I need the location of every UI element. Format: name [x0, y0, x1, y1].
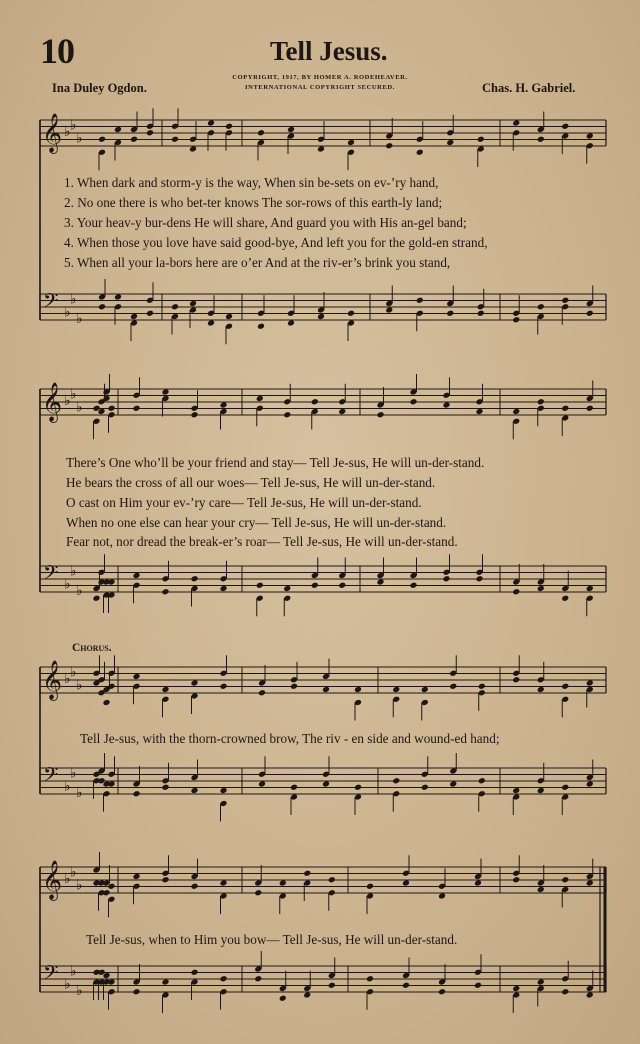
flat-icon: ♭	[70, 291, 77, 308]
flat-icon: ♭	[76, 677, 83, 694]
flat-icon: ♭	[76, 785, 83, 801]
flat-icon: ♭	[70, 864, 77, 881]
system-2-bass-note	[191, 575, 199, 582]
system-2-bass-note	[476, 575, 484, 582]
verse-3-line-b: O cast on Him your ev-’ry care— Tell Je-sus, He will un-der-stand.	[66, 495, 422, 510]
system-2-bass-note	[133, 572, 141, 579]
system-1-treble-note	[347, 139, 355, 146]
system-3-treble-note	[191, 680, 199, 687]
system-2-bass-note	[93, 595, 101, 602]
system-1-treble-note	[477, 136, 485, 143]
system-3-treble-note	[220, 683, 228, 690]
chorus-label: Chorus.	[72, 642, 112, 654]
system-1-treble-note	[586, 133, 594, 140]
system-4-treble-note	[303, 870, 311, 877]
system-4-bass-note	[108, 979, 116, 986]
system-3-treble-note	[421, 686, 429, 693]
system-1-bass-note	[586, 310, 594, 317]
system-4-bass-note	[474, 982, 482, 989]
system-1-bass-note	[287, 320, 295, 327]
system-1-bass-note	[317, 313, 325, 320]
system-4-treble-note	[512, 876, 520, 883]
system-1-bass-note	[385, 307, 393, 314]
system-2-treble-note	[537, 398, 545, 405]
system-1-bass-note	[477, 310, 485, 317]
system-4-bass-note	[279, 995, 287, 1002]
system-4-treble-note	[366, 883, 374, 890]
system-2-treble-note	[108, 405, 116, 412]
system-3-treble-note	[354, 686, 362, 693]
system-3-bass-note	[191, 787, 199, 794]
system-4-bass-note	[512, 985, 520, 992]
system-2-bass-note	[443, 575, 451, 582]
system-2-bass-note	[283, 585, 291, 592]
system-1-bass-note	[98, 303, 106, 310]
chorus-line-1: Tell Je-sus, with the thorn-crowned brow, The riv - en side and wound-ed hand;	[80, 731, 500, 746]
system-2-treble-note	[311, 398, 319, 405]
system-2-treble-note	[191, 411, 199, 418]
system-1-treble-note	[207, 120, 215, 127]
flat-icon: ♭	[76, 311, 83, 327]
system-3-treble-note	[322, 686, 330, 693]
system-2-bass-note	[108, 579, 116, 586]
system-2-treble-note	[256, 395, 264, 402]
flat-icon: ♭	[70, 117, 77, 134]
system-1-bass-note	[225, 313, 233, 320]
system-3-bass-note	[512, 787, 520, 794]
system-2-bass-note	[220, 585, 228, 592]
bass-clef-icon: 𝄢	[43, 561, 59, 589]
verse-5-line-b: Fear not, nor dread the break-er’s roar— Tell Je-sus, He will un-der-stand.	[66, 534, 458, 549]
system-1-bass-note	[537, 303, 545, 310]
system-3-bass-note	[449, 781, 457, 788]
system-1-treble-note	[416, 149, 424, 156]
system-3-bass-note	[108, 781, 116, 788]
system-3-bass-note	[133, 790, 141, 797]
system-1-treble-note	[257, 129, 265, 136]
system-4-treble-note	[191, 883, 199, 890]
system-2-treble-note	[561, 405, 569, 412]
system-4-treble-note	[279, 880, 287, 887]
flat-icon: ♭	[70, 664, 77, 681]
system-1-bass-note	[416, 297, 424, 304]
system-4-treble-note	[220, 880, 228, 887]
bass-clef-icon: 𝄢	[43, 289, 59, 317]
system-4-bass-note	[133, 988, 141, 995]
flat-icon: ♭	[70, 386, 77, 403]
composer-credit: Chas. H. Gabriel.	[482, 81, 576, 95]
verse-1-line-a: 1. When dark and storm-y is the way, When sin be-sets on ev-’ry hand,	[64, 175, 439, 190]
copyright-notice	[200, 73, 440, 93]
system-1-bass-note	[189, 300, 197, 307]
verse-4-line-a: 4. When those you love have said good-bye, And left you for the gold-en strand,	[64, 235, 488, 250]
verse-2-line-b: He bears the cross of all our woes— Tell Je-sus, He will un-der-stand.	[66, 475, 436, 490]
system-4-bass-note	[191, 969, 199, 976]
system-4-bass-note	[254, 975, 262, 982]
system-4-treble-note	[586, 880, 594, 887]
bass-clef-icon: 𝄢	[43, 961, 59, 989]
system-3-treble-note	[449, 683, 457, 690]
system-4-treble-note	[402, 880, 410, 887]
system-1-bass-note	[171, 303, 179, 310]
treble-clef-icon: 𝄞	[42, 113, 63, 153]
system-1-treble-note	[561, 123, 569, 130]
system-4-bass-note	[366, 975, 374, 982]
flat-icon: ♭	[70, 963, 77, 980]
system-2-bass-note	[256, 582, 264, 589]
system-2-bass-note	[410, 582, 418, 589]
treble-clef-icon: 𝄞	[42, 860, 63, 900]
system-3-treble-note	[392, 686, 400, 693]
flat-icon: ♭	[64, 393, 71, 409]
system-1-treble-note	[537, 136, 545, 143]
system-3-bass-note	[290, 784, 298, 791]
system-3-treble-note	[290, 683, 298, 690]
system-4-bass-note	[586, 992, 594, 999]
system-4-treble-note	[561, 876, 569, 883]
system-1-treble-note	[114, 126, 122, 133]
flat-icon: ♭	[64, 778, 71, 795]
verse-5-line-a: 5. When all your la-bors here are o’er And at the riv-er’s brink you stand,	[64, 255, 451, 270]
system-3-treble-note	[103, 699, 111, 706]
system-3-bass-note	[586, 781, 594, 788]
system-3-treble-note	[586, 680, 594, 687]
system-4-treble-note	[474, 880, 482, 887]
system-2-treble-note	[283, 411, 291, 418]
system-1-bass-note	[257, 323, 265, 330]
system-4-treble-note	[254, 889, 262, 896]
system-1-bass-note	[347, 310, 355, 317]
system-2-bass-note	[512, 588, 520, 595]
flat-icon: ♭	[64, 124, 71, 140]
system-1-bass-note	[114, 294, 122, 301]
system-3-treble-note	[512, 676, 520, 683]
system-1-treble-note	[446, 139, 454, 146]
system-2-treble-note	[443, 402, 451, 409]
treble-clef-icon: 𝄞	[42, 660, 63, 700]
copyright-line-1: COPYRIGHT, 1917, BY HOMER A. RODEHEAVER.	[232, 74, 408, 81]
system-4-bass-note	[162, 979, 170, 986]
system-2-treble-note	[586, 405, 594, 412]
system-2-bass-note	[537, 585, 545, 592]
system-2-treble-note	[476, 408, 484, 415]
flat-icon: ♭	[76, 399, 83, 416]
author-credit: Ina Duley Ogdon.	[52, 81, 147, 95]
copyright-line-2: INTERNATIONAL COPYRIGHT SECURED.	[245, 84, 395, 91]
flat-icon: ♭	[70, 765, 77, 782]
system-2-bass-note	[586, 585, 594, 592]
verse-3-line-a: 3. Your heav-y bur-dens He will share, And guard you with His an-gel band;	[64, 215, 467, 230]
system-1-bass-note	[146, 310, 154, 317]
chorus-line-2: Tell Je-sus, when to Him you bow— Tell Je-sus, He will un-der-stand.	[86, 932, 458, 947]
system-3-bass-note	[162, 784, 170, 791]
system-4-bass-note	[220, 975, 228, 982]
system-3-bass-note	[421, 784, 429, 791]
system-3-bass-note	[537, 787, 545, 794]
system-3-treble-note	[133, 673, 141, 680]
system-4-bass-note	[402, 982, 410, 989]
verse-1-line-b: There’s One who’ll be your friend and stay— Tell Je-sus, He will un-der-stand.	[66, 455, 485, 470]
system-3-bass-note	[561, 784, 569, 791]
flat-icon: ♭	[64, 871, 71, 887]
system-2-bass-note	[561, 595, 569, 602]
flat-icon: ♭	[64, 576, 71, 593]
system-3-bass-note	[354, 784, 362, 791]
system-2-bass-note	[162, 588, 170, 595]
system-4-bass-note	[537, 979, 545, 986]
system-3-bass-note	[478, 777, 486, 784]
system-2-treble-note	[512, 408, 520, 415]
system-1-bass-note	[130, 313, 138, 320]
system-3-treble-note	[561, 683, 569, 690]
system-4-bass-note	[303, 992, 311, 999]
system-1-treble-note	[130, 136, 138, 143]
system-4-treble-note	[438, 893, 446, 900]
system-1-bass-note	[446, 310, 454, 317]
system-1-treble-note	[146, 129, 154, 136]
flat-icon: ♭	[76, 983, 83, 999]
system-4-bass-note	[328, 982, 336, 989]
page-number: 10	[40, 31, 74, 71]
system-1-treble-note	[512, 120, 520, 127]
system-4-treble-note	[328, 876, 336, 883]
system-3-treble-note	[478, 683, 486, 690]
system-4-treble-note	[537, 886, 545, 893]
flat-icon: ♭	[64, 671, 71, 687]
system-1-treble-note	[98, 136, 106, 143]
system-1-treble-note	[287, 126, 295, 133]
system-4-bass-note	[438, 988, 446, 995]
system-4-treble-note	[133, 873, 141, 880]
song-title: Tell Jesus.	[270, 36, 388, 66]
system-2-treble-note	[133, 405, 141, 412]
system-2-treble-note	[377, 411, 385, 418]
treble-clef-icon: 𝄞	[42, 382, 63, 422]
system-2-treble-note	[338, 408, 346, 415]
flat-icon: ♭	[76, 583, 83, 599]
system-2-bass-note	[338, 582, 346, 589]
system-1-treble-note	[189, 146, 197, 153]
system-3-bass-note	[392, 777, 400, 784]
system-4-treble-note	[103, 889, 111, 896]
verse-4-line-b: When no one else can hear your cry— Tell Je-sus, He will un-der-stand.	[66, 515, 447, 530]
bass-clef-icon: 𝄢	[43, 763, 59, 791]
flat-icon: ♭	[70, 563, 77, 580]
verse-2-line-a: 2. No one there is who bet-ter knows The sor-rows of this earth-ly land;	[64, 195, 443, 210]
system-2-treble-note	[220, 402, 228, 409]
flat-icon: ♭	[64, 976, 71, 993]
flat-icon: ♭	[76, 130, 83, 147]
system-1-bass-note	[561, 297, 569, 304]
flat-icon: ♭	[76, 877, 83, 894]
system-2-bass-note	[311, 582, 319, 589]
system-1-treble-note	[317, 146, 325, 153]
system-1-bass-note	[512, 316, 520, 323]
system-3-bass-note	[220, 787, 228, 794]
system-2-treble-note	[410, 398, 418, 405]
system-2-treble-note	[162, 389, 170, 396]
system-3-treble-note	[537, 686, 545, 693]
system-3-treble-note	[258, 689, 266, 696]
system-1-treble-note	[385, 142, 393, 149]
system-1-bass-note	[207, 320, 215, 327]
system-3-treble-note	[162, 686, 170, 693]
system-3-bass-note	[258, 781, 266, 788]
system-2-bass-note	[377, 579, 385, 586]
system-3-bass-note	[322, 781, 330, 788]
system-4-bass-note	[561, 988, 569, 995]
flat-icon: ♭	[64, 304, 71, 321]
system-1-treble-note	[171, 136, 179, 143]
system-1-treble-note	[225, 123, 233, 130]
system-4-treble-note	[162, 876, 170, 883]
